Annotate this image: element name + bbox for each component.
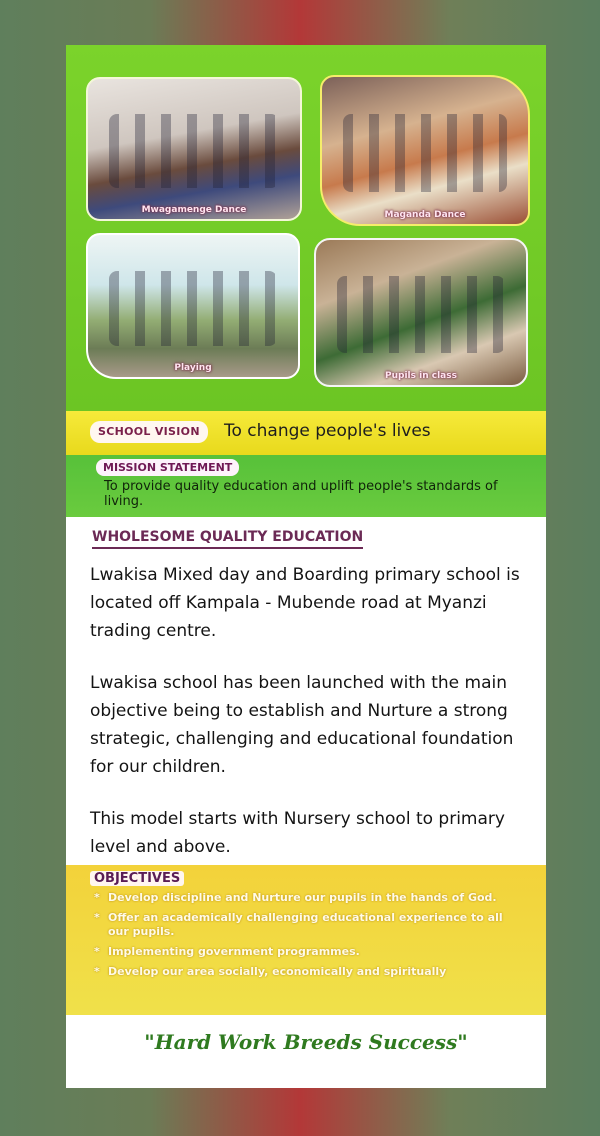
school-vision-bar (66, 411, 546, 455)
photo-caption: Maganda Dance (384, 210, 466, 220)
dancers-figure (343, 114, 508, 192)
paragraph-location: Lwakisa Mixed day and Boarding primary school is located off Kampala - Mubende road at Myanzi trading centre. (90, 565, 520, 641)
dancers-figure (109, 114, 279, 188)
swings-figure (109, 271, 277, 346)
bullet-icon: * (94, 891, 100, 904)
photo-caption: Playing (174, 363, 212, 373)
school-vision-text: To change people's lives (224, 421, 431, 441)
classroom-figure (337, 276, 505, 353)
list-item (92, 965, 522, 979)
photo-pupils-in-class (314, 238, 528, 387)
photo-panel (66, 45, 546, 411)
bullet-icon: * (94, 965, 100, 978)
bullet-icon: * (94, 945, 100, 958)
objective-text: Develop our area socially, economically and spiritually (108, 965, 447, 978)
paragraph-objective: Lwakisa school has been launched with the main objective being to establish and Nurture a strong strategic, challenging and educational foundation for our children. (90, 673, 514, 777)
objective-text: Offer an academically challenging educational experience to all our pupils. (108, 911, 503, 938)
objectives-title: OBJECTIVES (90, 871, 184, 886)
photo-maganda-dance (320, 75, 530, 226)
list-item (92, 891, 522, 905)
bullet-icon: * (94, 911, 100, 924)
objective-text: Implementing government programmes. (108, 945, 360, 958)
paragraph-model: This model starts with Nursery school to primary level and above. (90, 809, 505, 857)
list-item (92, 945, 522, 959)
photo-mwagamenge-dance (86, 77, 302, 221)
list-item (92, 911, 522, 939)
section-title: WHOLESOME QUALITY EDUCATION (92, 529, 363, 549)
brochure (66, 45, 546, 1088)
school-vision-label: SCHOOL VISION (90, 421, 208, 443)
photo-caption: Pupils in class (385, 371, 457, 381)
photo-playing (86, 233, 300, 379)
photo-caption: Mwagamenge Dance (141, 205, 247, 215)
mission-statement-bar (66, 455, 546, 517)
mission-statement-label: MISSION STATEMENT (96, 459, 239, 476)
mission-statement-text: To provide quality education and uplift people's standards of living. (104, 479, 498, 509)
objective-text: Develop discipline and Nurture our pupils in the hands of God. (108, 891, 497, 904)
objectives-list (92, 891, 522, 985)
objectives-panel (66, 865, 546, 1015)
school-motto: "Hard Work Breeds Success" (144, 1030, 468, 1054)
